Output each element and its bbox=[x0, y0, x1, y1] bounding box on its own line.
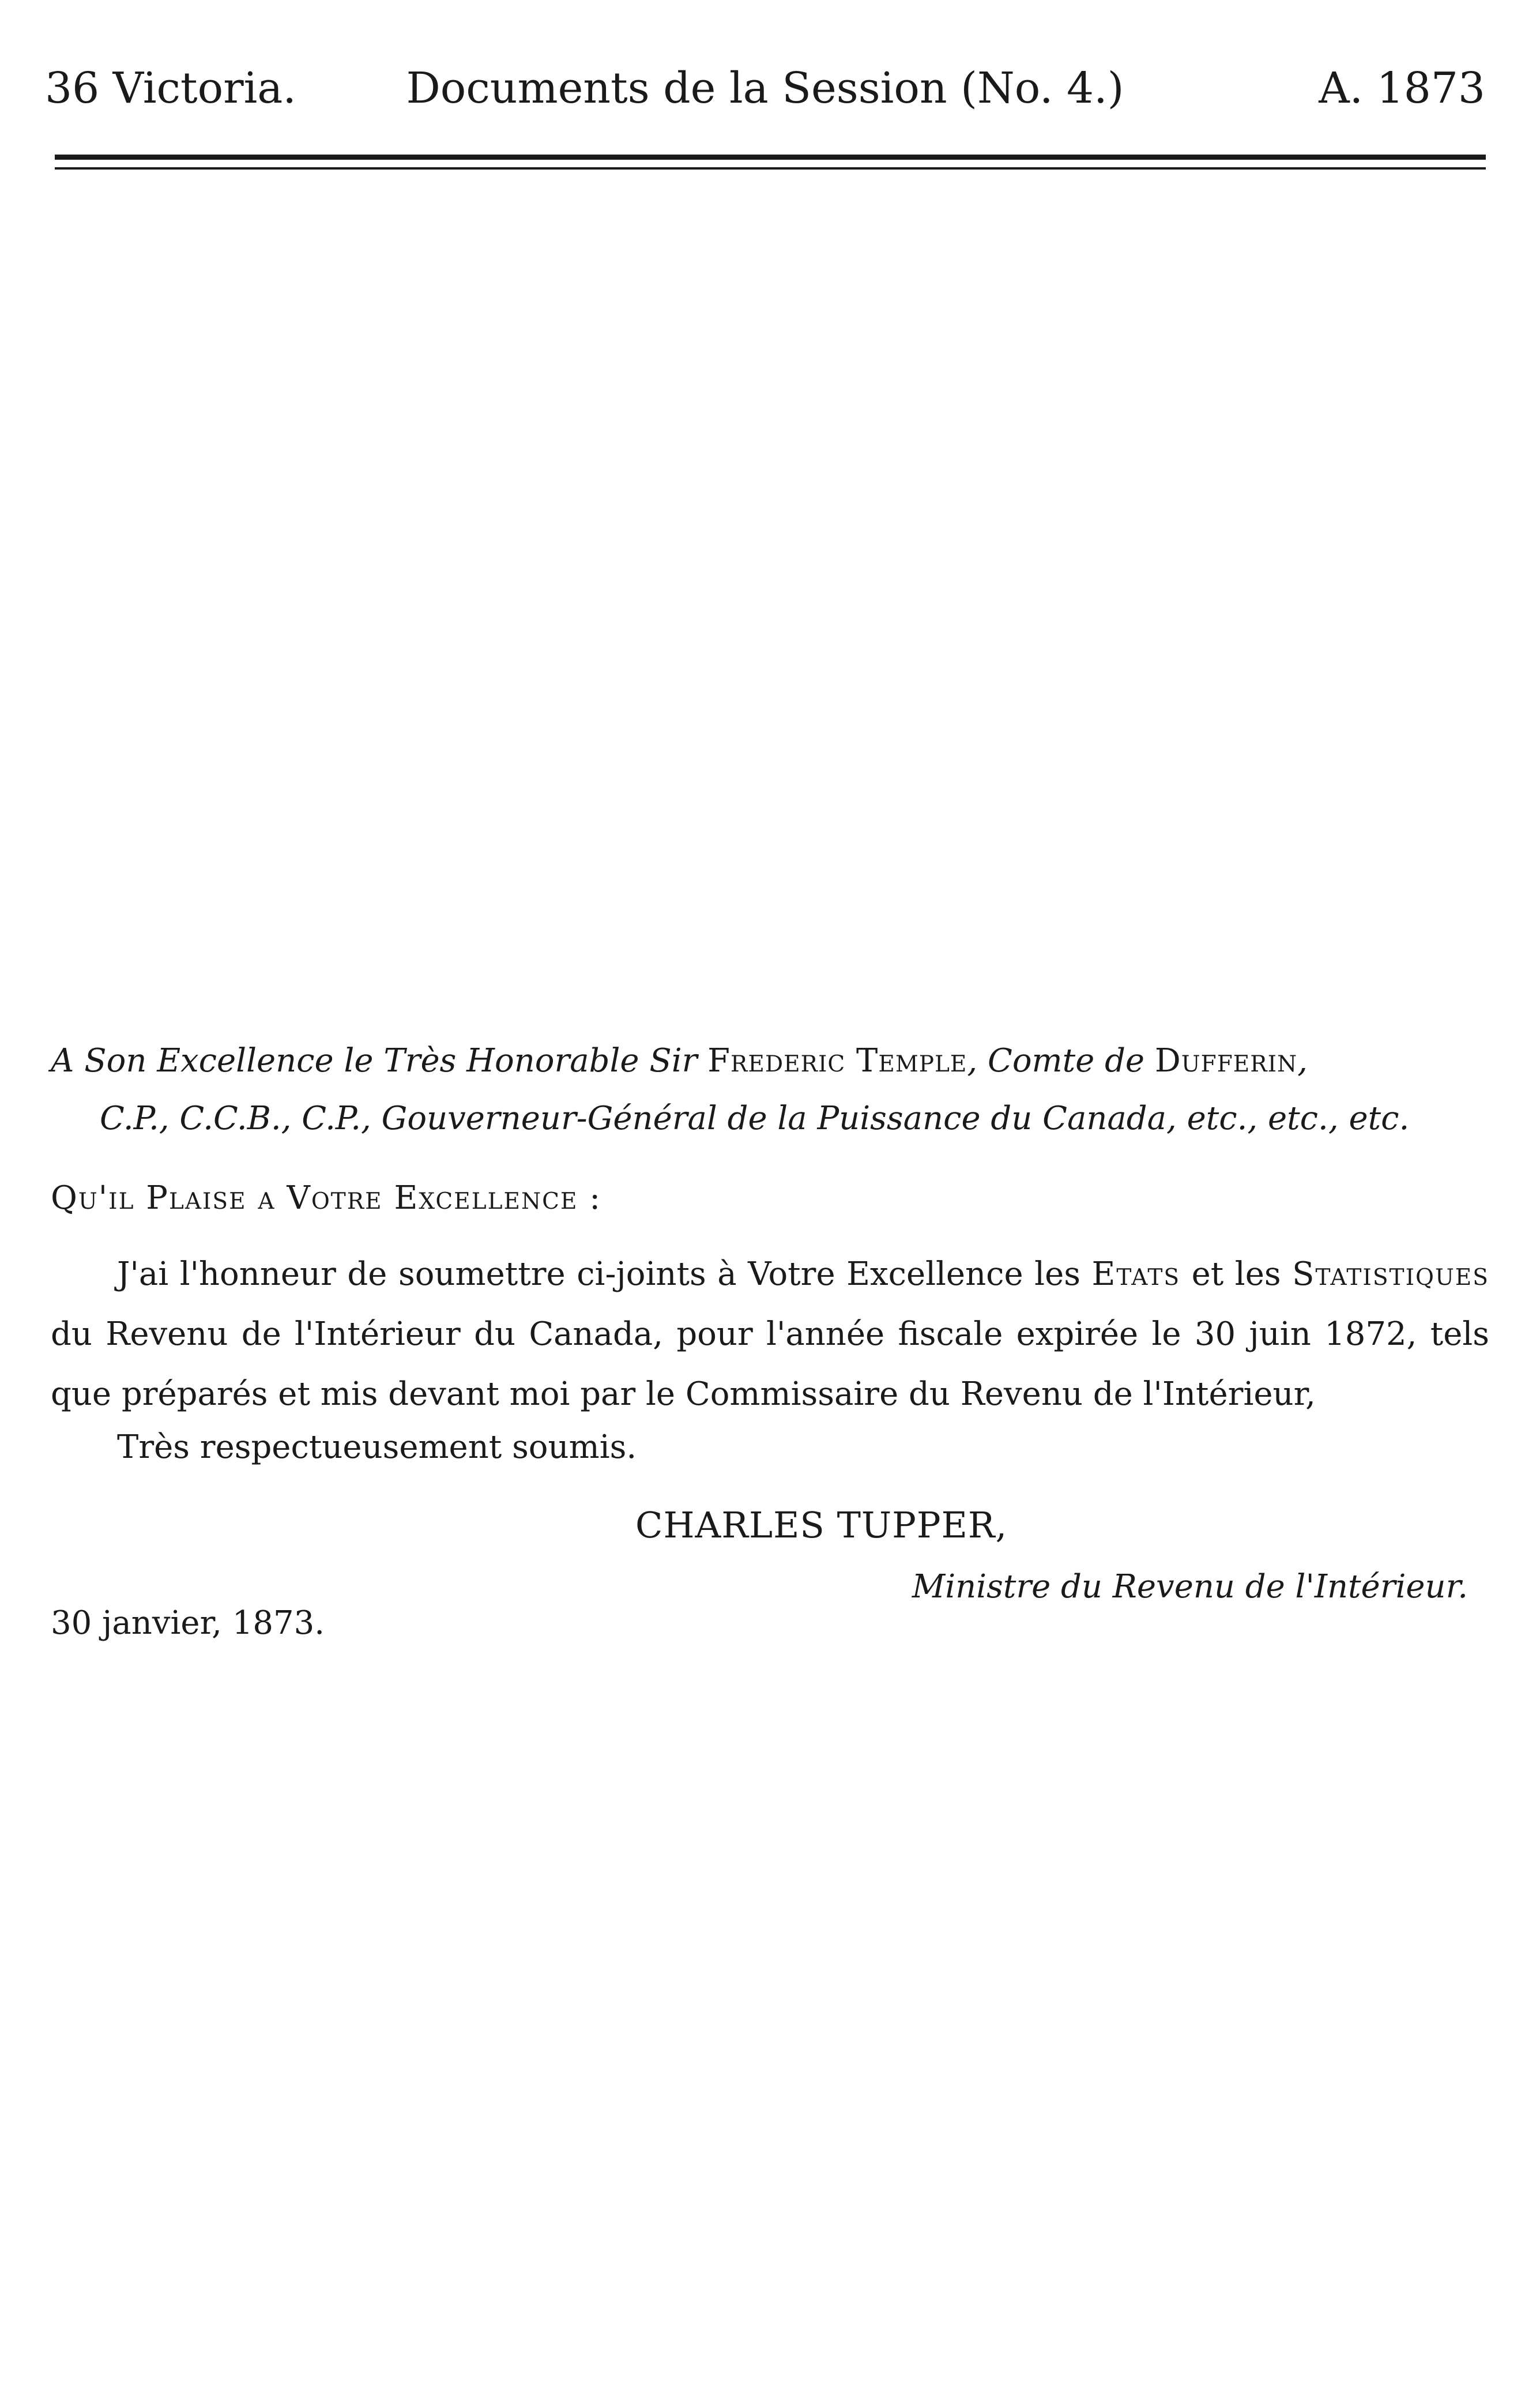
body-part-3: du Revenu de l'Intérieur du Canada, pour l'année fiscale expirée le 30 juin 1872, tels que préparés et mis devant moi par le Commissaire du Revenu de l'Intérieur, bbox=[51, 1315, 1489, 1413]
signature: CHARLES TUPPER, bbox=[635, 1504, 1008, 1546]
letter-date: 30 janvier, 1873. bbox=[51, 1604, 325, 1642]
address-comte: , Comte de bbox=[967, 1042, 1155, 1080]
body-part-2: et les bbox=[1180, 1255, 1293, 1293]
signatory-title: Ministre du Revenu de l'Intérieur. bbox=[912, 1568, 1468, 1605]
address-end: , bbox=[1297, 1042, 1308, 1080]
body-paragraph bbox=[51, 1244, 1489, 1424]
header-volume: 36 Victoria. bbox=[45, 63, 296, 113]
body-part-1: J'ai l'honneur de soumettre ci-joints à Votre Excellence les bbox=[117, 1255, 1092, 1293]
body-statistiques: Statistiques bbox=[1292, 1255, 1489, 1293]
header-rule-thin bbox=[55, 167, 1486, 170]
address-intro: A Son Excellence le Très Honorable Sir bbox=[51, 1042, 708, 1080]
body-etats: Etats bbox=[1091, 1255, 1181, 1293]
header-rule-thick bbox=[55, 155, 1486, 160]
salutation: Qu'il Plaise a Votre Excellence : bbox=[51, 1179, 602, 1217]
address-name: Frederic Temple bbox=[707, 1042, 967, 1080]
header-session: Documents de la Session (No. 4.) bbox=[406, 63, 1124, 113]
page-header bbox=[45, 62, 1485, 114]
address-block bbox=[51, 1032, 1486, 1148]
address-title-name: Dufferin bbox=[1154, 1042, 1298, 1080]
address-line-1 bbox=[51, 1032, 1486, 1090]
header-year: A. 1873 bbox=[1319, 63, 1485, 113]
closing: Très respectueusement soumis. bbox=[117, 1428, 637, 1466]
address-line-2: C.P., C.C.B., C.P., Gouverneur-Général de la Puissance du Canada, etc., etc., etc. bbox=[100, 1100, 1410, 1137]
